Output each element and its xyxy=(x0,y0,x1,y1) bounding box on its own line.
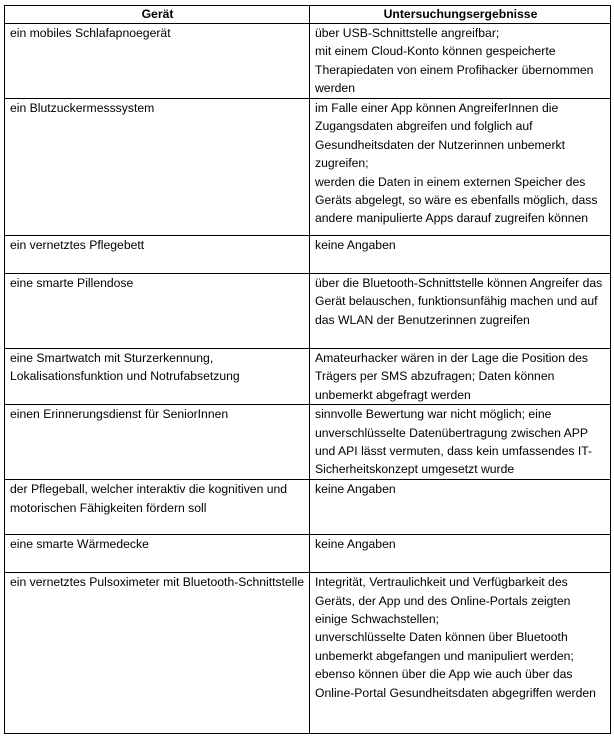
result-cell: über USB-Schnittstelle angreifbar; mit einem Cloud-Konto können gespeicherte Therapiedaten von einem Profihacker übernommen werden xyxy=(310,24,611,99)
result-cell: keine Angaben xyxy=(310,236,611,274)
device-cell: ein vernetztes Pulsoximeter mit Bluetooth-Schnittstelle xyxy=(5,573,310,734)
column-header-device: Gerät xyxy=(5,6,310,24)
result-cell: keine Angaben xyxy=(310,480,611,535)
table-row xyxy=(5,24,611,99)
table-row xyxy=(5,236,611,274)
device-cell: ein mobiles Schlafapnoegerät xyxy=(5,24,310,99)
table-row xyxy=(5,99,611,236)
result-cell: über die Bluetooth-Schnittstelle können Angreifer das Gerät belauschen, funktionsunfähig machen und auf das WLAN der Benutzerinnen zugreifen xyxy=(310,274,611,349)
device-cell: ein Blutzuckermesssystem xyxy=(5,99,310,236)
column-header-results: Untersuchungsergebnisse xyxy=(310,6,611,24)
table-header-row xyxy=(5,6,611,24)
result-cell: Integrität, Vertraulichkeit und Verfügbarkeit des Geräts, der App und des Online-Portals zeigten einige Schwachstellen; unverschlüsselte Daten können über Bluetooth unbemerkt abgefangen und manipuliert werden; ebenso können über die App wie auch über das Online-Portal Gesundheitsdaten abgegriffen werden xyxy=(310,573,611,734)
device-cell: einen Erinnerungsdienst für SeniorInnen xyxy=(5,405,310,480)
table-row xyxy=(5,405,611,480)
result-cell: keine Angaben xyxy=(310,535,611,573)
device-cell: eine Smartwatch mit Sturzerkennung, Lokalisationsfunktion und Notrufabsetzung xyxy=(5,349,310,405)
table-row xyxy=(5,535,611,573)
table-row xyxy=(5,349,611,405)
device-cell: eine smarte Wärmedecke xyxy=(5,535,310,573)
table-row xyxy=(5,573,611,734)
result-cell: Amateurhacker wären in der Lage die Position des Trägers per SMS abzufragen; Daten können unbemerkt abgefragt werden xyxy=(310,349,611,405)
table-row xyxy=(5,480,611,535)
device-cell: der Pflegeball, welcher interaktiv die kognitiven und motorischen Fähigkeiten fördern soll xyxy=(5,480,310,535)
device-security-table xyxy=(4,5,611,734)
device-cell: ein vernetztes Pflegebett xyxy=(5,236,310,274)
result-cell: sinnvolle Bewertung war nicht möglich; eine unverschlüsselte Datenübertragung zwischen APP und API lässt vermuten, dass kein umfassendes IT-Sicherheitskonzept umgesetzt wurde xyxy=(310,405,611,480)
result-cell: im Falle einer App können AngreiferInnen die Zugangsdaten abgreifen und folglich auf Gesundheitsdaten der Nutzerinnen unbemerkt zugreifen; werden die Daten in einem externen Speicher des Geräts abgelegt, so wäre es ebenfalls möglich, dass andere manipulierte Apps darauf zugreifen können xyxy=(310,99,611,236)
device-cell: eine smarte Pillendose xyxy=(5,274,310,349)
table-row xyxy=(5,274,611,349)
